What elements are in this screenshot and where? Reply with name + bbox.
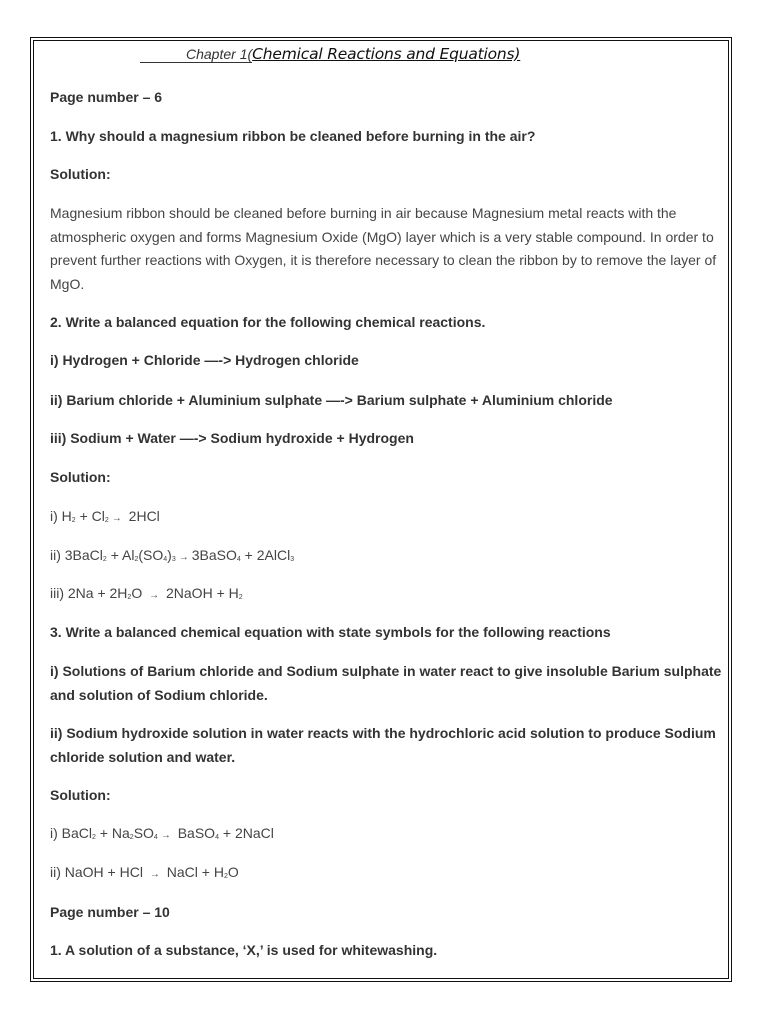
solution-label-2: Solution: [50,469,111,485]
arrow-icon: → [149,590,160,601]
equation-2-3: iii) $2Na + 2H_2O$ → 2NaOH + $H_2$ [50,582,243,608]
arrow-icon: → [149,869,160,880]
arrow-icon: → [111,513,122,524]
arrow-icon: → [160,830,171,841]
question-4: 1. A solution of a substance, ‘X,’ is used for whitewashing. [50,942,438,958]
solution-label-1: Solution: [50,166,111,182]
question-2: 2. Write a balanced equation for the following chemical reactions. [50,314,486,330]
equation-3-1: i) BaCl$_2$ + $Na_2SO_4$ → BaSO$_4$ + 2NaCl [50,822,274,848]
question-2-part-1: i) Hydrogen + Chloride —-> Hydrogen chloride [50,352,359,368]
chapter-title-main: Chemical Reactions and Equations) [252,45,521,63]
question-3-part-1: i) Solutions of Barium chloride and Sodium sulphate in water react to give insoluble Barium sulphate and solution of Sodium chloride. [50,663,722,703]
question-1: 1. Why should a magnesium ribbon be cleaned before burning in the air? [50,128,536,144]
arrow-icon: → [178,552,189,563]
question-2-part-2: ii) Barium chloride + Aluminium sulphate —-> Barium sulphate + Aluminium chloride [50,392,613,408]
question-3-part-2: ii) Sodium hydroxide solution in water reacts with the hydrochloric acid solution to produce Sodium chloride solution and water. [50,725,716,765]
question-2-part-3: iii) Sodium + Water —-> Sodium hydroxide + Hydrogen [50,430,414,446]
solution-label-3: Solution: [50,787,111,803]
answer-1: Magnesium ribbon should be cleaned before burning in air because Magnesium metal reacts with the atmospheric oxygen and forms Magnesium Oxide (MgO) layer which is a very stable compound. In order to prevent further reactions with Oxygen, it is therefore necessary to clean the ribbon by to remove the layer of MgO. [50,205,717,292]
equation-2-2: ii) 3BaCl$_2$ + $Al_2(SO_4)_3$ → 3BaSO$_4$ + 2AlCl$_3$ [50,544,294,570]
chapter-title-prefix: Chapter 1( [140,46,252,63]
equation-3-2: ii) NaOH + HCl → NaCl + $H_2O$ [50,861,239,887]
page-number-label: Page number – 6 [50,89,163,105]
equation-2-1: i) $H_2 + Cl_2 \to 2HCl$ [50,505,160,531]
page-number-label-2: Page number – 10 [50,904,170,920]
question-3: 3. Write a balanced chemical equation with state symbols for the following reactions [50,624,611,640]
chapter-title [140,45,620,67]
